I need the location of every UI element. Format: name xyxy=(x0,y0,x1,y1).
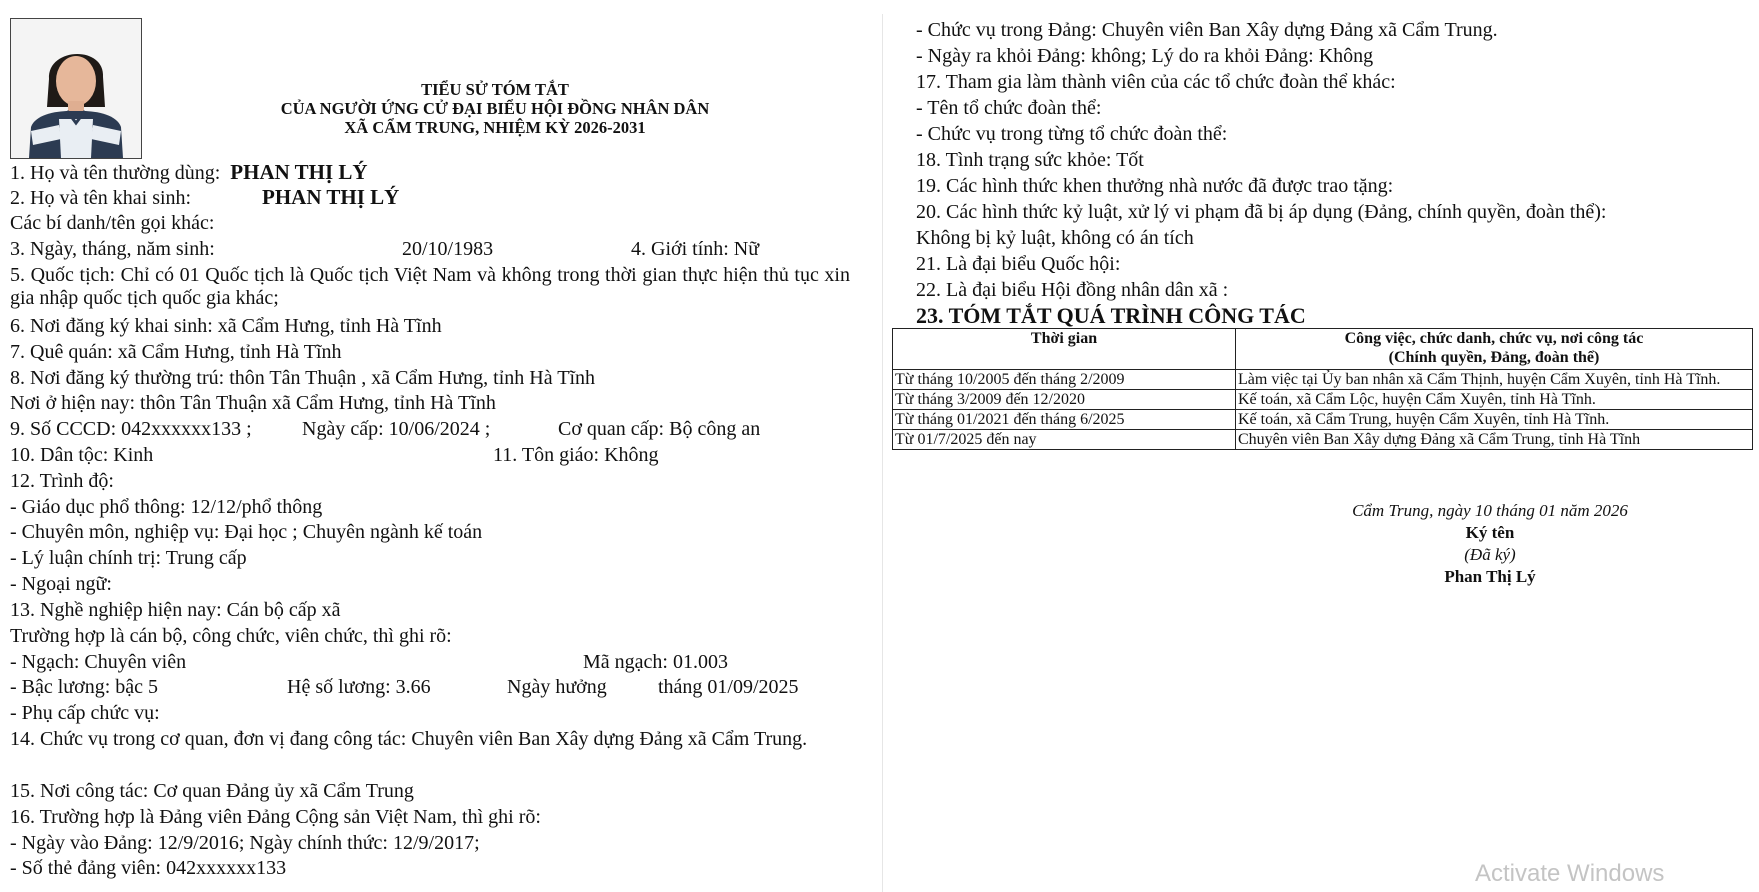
row-work: Làm việc tại Ủy ban nhân xã Cẩm Thịnh, huyện Cẩm Xuyên, tỉnh Hà Tĩnh. xyxy=(1236,370,1753,390)
sign-label: Ký tên xyxy=(1465,523,1515,542)
item-2-birth-name xyxy=(10,187,191,210)
item-21-national-assembly: 21. Là đại biểu Quốc hội: xyxy=(916,253,1121,275)
item-8-permanent-residence: 8. Nơi đăng ký thường trú: thôn Tân Thuận , xã Cẩm Hưng, tỉnh Hà Tĩnh xyxy=(10,367,595,389)
item-15-workplace: 15. Nơi công tác: Cơ quan Đảng ủy xã Cẩm Trung xyxy=(10,780,414,802)
rank-code: Mã ngạch: 01.003 xyxy=(583,651,728,673)
party-card-number: - Số thẻ đảng viên: 042xxxxxx133 xyxy=(10,857,287,879)
civil-rank: - Ngạch: Chuyên viên xyxy=(10,651,187,673)
label: 2. Họ và tên khai sinh: xyxy=(10,187,192,209)
item-13-occupation: 13. Nghề nghiệp hiện nay: Cán bộ cấp xã xyxy=(10,599,341,621)
item-6-birth-registration: 6. Nơi đăng ký khai sinh: xã Cẩm Hưng, tỉnh Hà Tĩnh xyxy=(10,315,442,337)
row-time: Từ tháng 3/2009 đến 12/2020 xyxy=(893,390,1236,410)
position-allowance: - Phụ cấp chức vụ: xyxy=(10,702,160,724)
party-position: - Chức vụ trong Đảng: Chuyên viên Ban Xây dựng Đảng xã Cẩm Trung. xyxy=(916,19,1498,41)
political-theory: - Lý luận chính trị: Trung cấp xyxy=(10,547,247,569)
effective-date-label: Ngày hưởng xyxy=(507,676,607,698)
signed-note: (Đã ký) xyxy=(1464,545,1516,564)
item-12-education: 12. Trình độ: xyxy=(10,470,114,492)
common-name-value: PHAN THỊ LÝ xyxy=(230,160,368,184)
work-history-table xyxy=(892,328,1753,450)
table-row xyxy=(893,430,1753,450)
header-time: Thời gian xyxy=(893,329,1236,370)
title-line-3: XÃ CẨM TRUNG, NHIỆM KỲ 2026-2031 xyxy=(344,118,646,137)
item-11-religion: 11. Tôn giáo: Không xyxy=(493,444,659,466)
portrait-image xyxy=(11,19,141,158)
row-work: Kế toán, xã Cẩm Lộc, huyện Cẩm Xuyên, tỉnh Hà Tĩnh. xyxy=(1236,390,1753,410)
civil-servant-note: Trường hợp là cán bộ, công chức, viên chức, thì ghi rõ: xyxy=(10,625,452,647)
item-7-hometown: 7. Quê quán: xã Cẩm Hưng, tỉnh Hà Tĩnh xyxy=(10,341,342,363)
item-17-organizations: 17. Tham gia làm thành viên của các tổ chức đoàn thể khác: xyxy=(916,71,1396,93)
current-residence: Nơi ở hiện nay: thôn Tân Thuận xã Cẩm Hưng, tỉnh Hà Tĩnh xyxy=(10,392,496,414)
header-work-line-2: (Chính quyền, Đảng, đoàn thể) xyxy=(1388,349,1600,366)
effective-date-value: tháng 01/09/2025 xyxy=(658,676,799,698)
table-header-row xyxy=(893,329,1753,370)
item-5-nationality: 5. Quốc tịch: Chỉ có 01 Quốc tịch là Quốc tịch Việt Nam và không trong thời gian thực hiện thủ tục xin gia nhập quốc tịch quốc gia khác; xyxy=(10,264,850,309)
item-20-discipline: 20. Các hình thức kỷ luật, xử lý vi phạm đã bị áp dụng (Đảng, chính quyền, đoàn thể): xyxy=(916,201,1607,223)
header-work-line-1: Công việc, chức danh, chức vụ, nơi công tác xyxy=(1344,330,1644,347)
party-admission-dates: - Ngày vào Đảng: 12/9/2016; Ngày chính thức: 12/9/2017; xyxy=(10,832,480,854)
document-title xyxy=(200,80,790,137)
label: 1. Họ và tên thường dùng: xyxy=(10,162,221,184)
id-issuer: Cơ quan cấp: Bộ công an xyxy=(558,418,761,440)
title-line-1: TIỂU SỬ TÓM TẮT xyxy=(421,80,569,99)
party-leave: - Ngày ra khỏi Đảng: không; Lý do ra khỏi Đảng: Không xyxy=(916,45,1374,67)
row-work: Kế toán, xã Cẩm Trung, huyện Cẩm Xuyên, tỉnh Hà Tĩnh. xyxy=(1236,410,1753,430)
professional-qualification: - Chuyên môn, nghiệp vụ: Đại học ; Chuyên ngành kế toán xyxy=(10,521,483,543)
item-19-awards: 19. Các hình thức khen thưởng nhà nước đã được trao tặng: xyxy=(916,175,1394,197)
item-9-id-number: 9. Số CCCD: 042xxxxxx133 ; xyxy=(10,418,252,440)
birth-name-value: PHAN THỊ LÝ xyxy=(262,185,400,209)
salary-coefficient: Hệ số lương: 3.66 xyxy=(287,676,431,698)
dob-value: 20/10/1983 xyxy=(402,238,494,260)
item-22-council-delegate: 22. Là đại biểu Hội đồng nhân dân xã : xyxy=(916,279,1229,301)
alias-line: Các bí danh/tên gọi khác: xyxy=(10,212,215,234)
item-14-position: 14. Chức vụ trong cơ quan, đơn vị đang công tác: Chuyên viên Ban Xây dựng Đảng xã Cẩm Trung. xyxy=(10,728,808,750)
column-divider xyxy=(882,14,883,892)
table-row xyxy=(893,370,1753,390)
portrait-photo xyxy=(10,18,142,159)
row-time: Từ 01/7/2025 đến nay xyxy=(893,430,1236,450)
organization-name: - Tên tổ chức đoàn thể: xyxy=(916,97,1102,119)
discipline-value: Không bị kỷ luật, không có án tích xyxy=(916,227,1194,249)
item-4-gender: 4. Giới tính: Nữ xyxy=(631,238,760,260)
header-work xyxy=(1236,329,1753,370)
item-3-dob-label: 3. Ngày, tháng, năm sinh: xyxy=(10,238,215,260)
signer-name: Phan Thị Lý xyxy=(1444,567,1536,586)
organization-position: - Chức vụ trong từng tổ chức đoàn thể: xyxy=(916,123,1228,145)
item-10-ethnicity: 10. Dân tộc: Kinh xyxy=(10,444,154,466)
item-23-heading: 23. TÓM TẮT QUÁ TRÌNH CÔNG TÁC xyxy=(916,303,1306,328)
table-row xyxy=(893,410,1753,430)
activation-watermark: Activate Windows xyxy=(1475,860,1665,887)
item-1-common-name xyxy=(10,161,368,185)
id-issue-date: Ngày cấp: 10/06/2024 ; xyxy=(302,418,491,440)
table-row xyxy=(893,390,1753,410)
signature-block xyxy=(1260,500,1720,588)
item-18-health: 18. Tình trạng sức khỏe: Tốt xyxy=(916,149,1144,171)
row-time: Từ tháng 10/2005 đến tháng 2/2009 xyxy=(893,370,1236,390)
foreign-language: - Ngoại ngữ: xyxy=(10,573,112,595)
title-line-2: CỦA NGƯỜI ỨNG CỬ ĐẠI BIỂU HỘI ĐỒNG NHÂN DÂN xyxy=(280,99,710,118)
place-date: Cẩm Trung, ngày 10 tháng 01 năm 2026 xyxy=(1352,501,1628,520)
item-16-party-member: 16. Trường hợp là Đảng viên Đảng Cộng sản Việt Nam, thì ghi rõ: xyxy=(10,806,541,828)
row-work: Chuyên viên Ban Xây dựng Đảng xã Cẩm Trung, tỉnh Hà Tĩnh xyxy=(1236,430,1753,450)
row-time: Từ tháng 01/2021 đến tháng 6/2025 xyxy=(893,410,1236,430)
salary-step: - Bậc lương: bậc 5 xyxy=(10,676,159,698)
general-education: - Giáo dục phổ thông: 12/12/phổ thông xyxy=(10,496,323,518)
